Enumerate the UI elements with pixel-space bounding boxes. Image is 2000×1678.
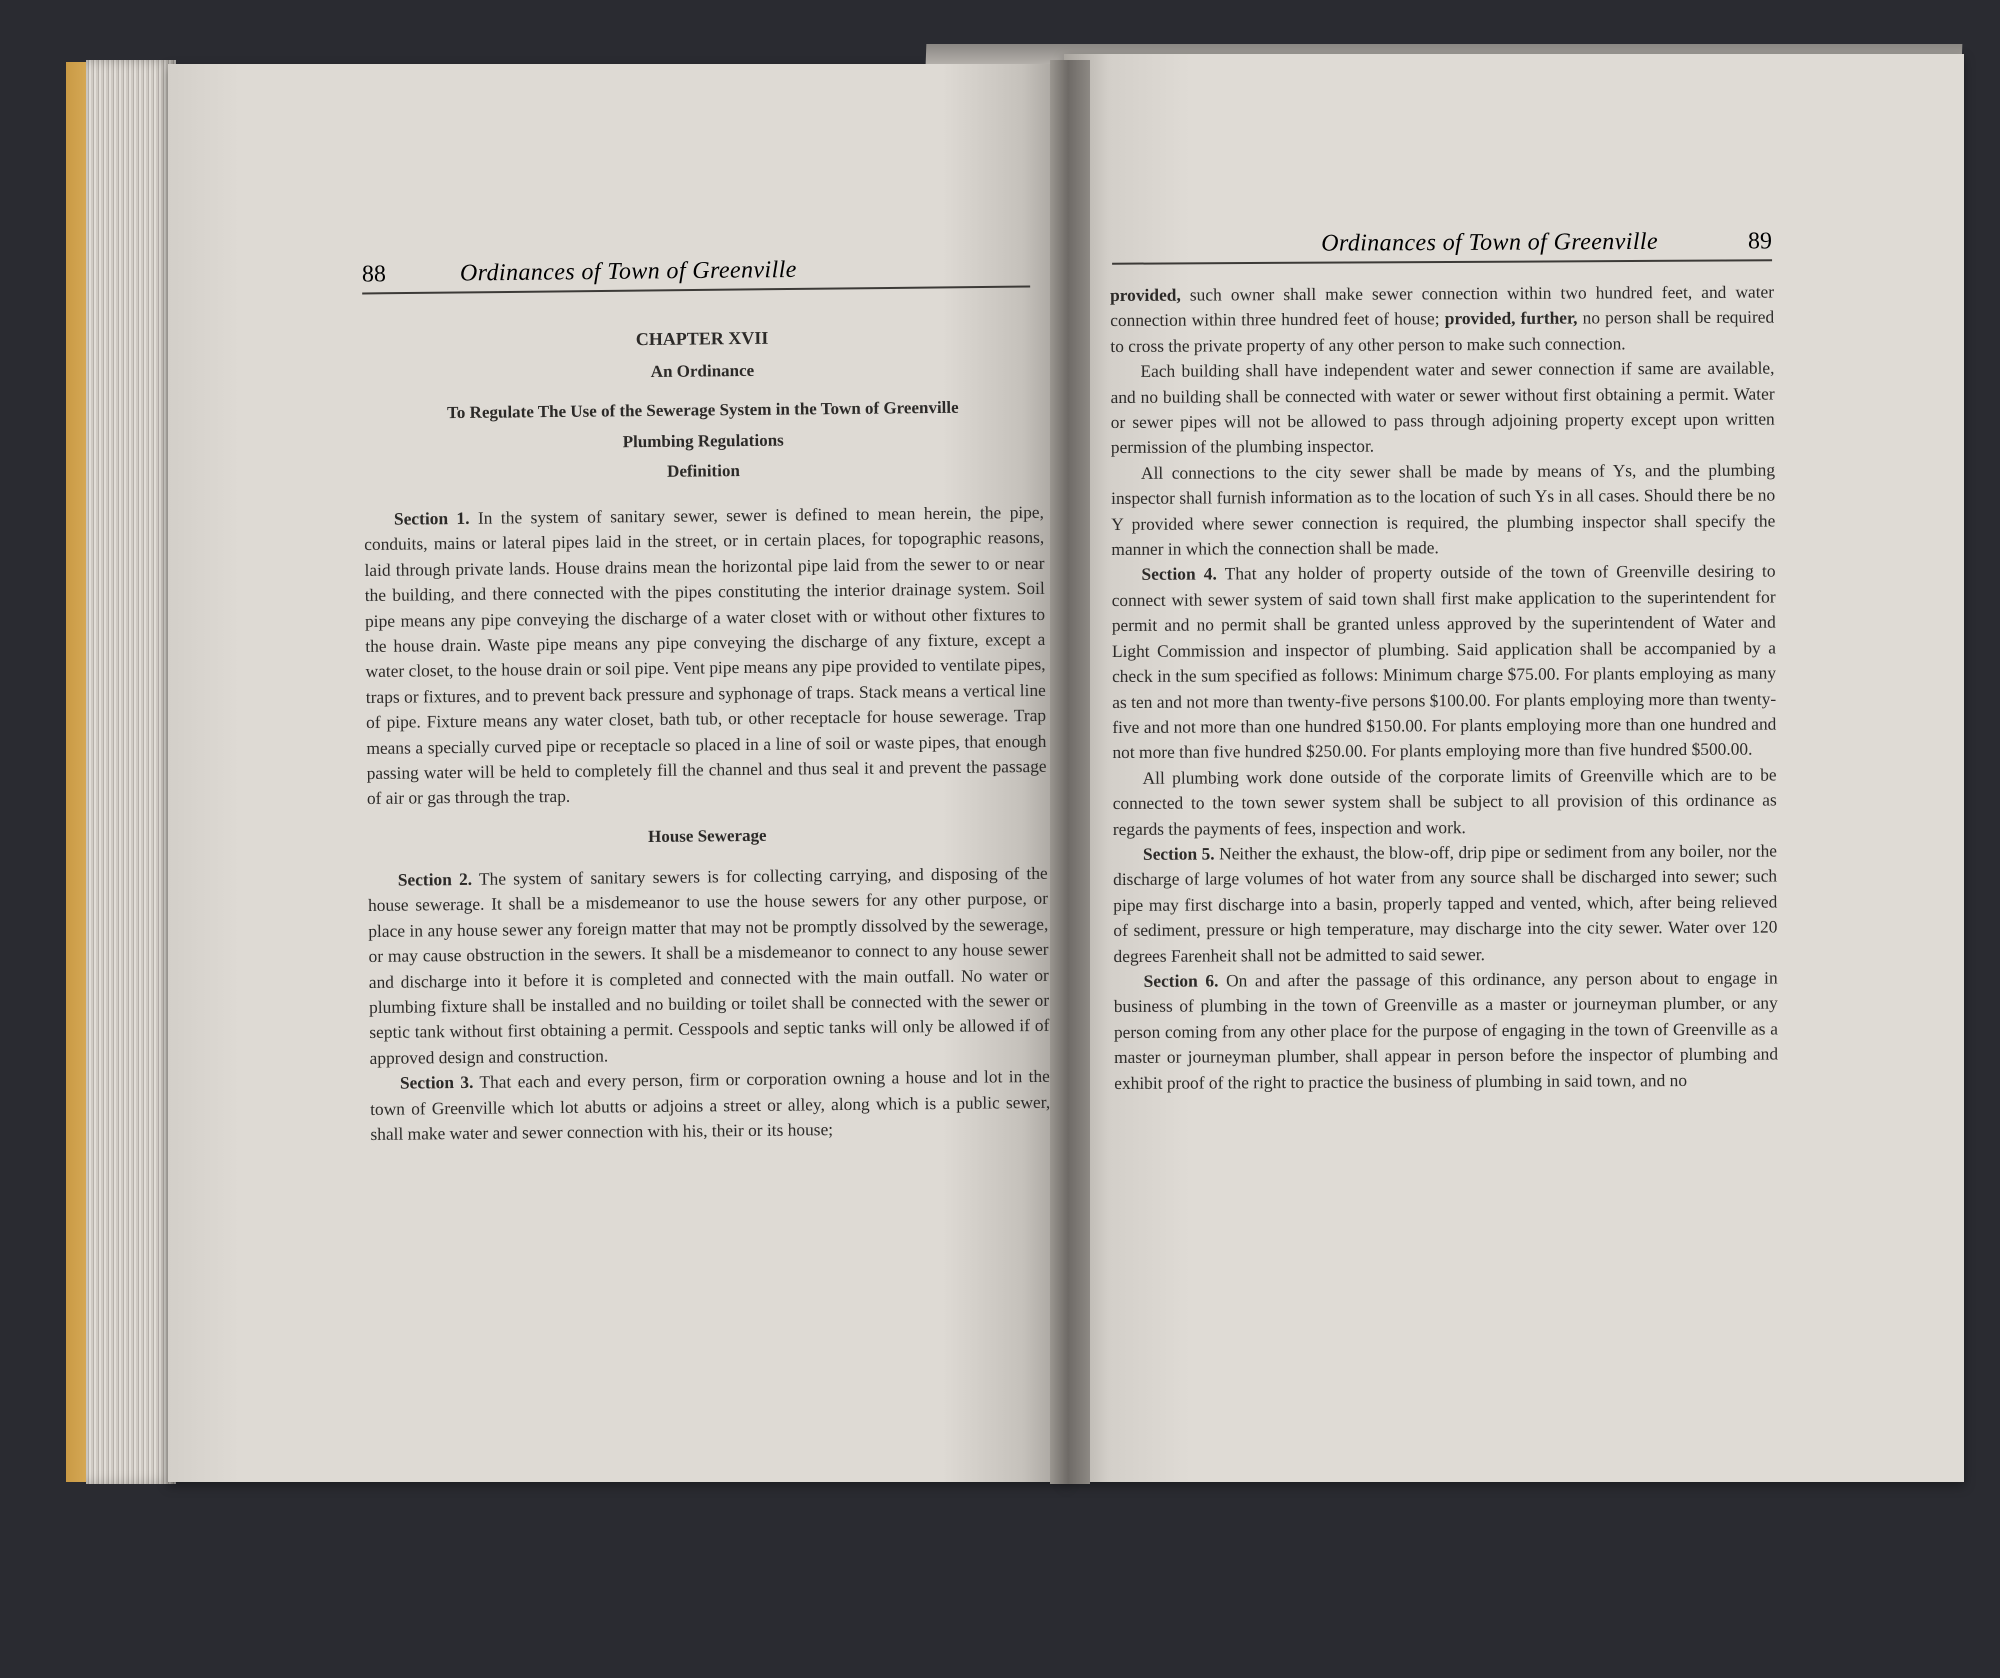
section-3-label: Section 3. <box>399 1072 474 1093</box>
outside-limits-paragraph: All plumbing work done outside of the corporate limits of Greenville which are to be connected to the town sewer system shall be subject to all provision of this ordinance as regards the payments of fees, inspection and work. <box>1112 764 1777 839</box>
section-1-label: Section 1. <box>393 507 470 529</box>
ordinance-heading: An Ordinance <box>650 360 755 381</box>
provided-further-keyword: provided, further, <box>1444 307 1578 329</box>
section-4-paragraph <box>1111 559 1776 766</box>
section-6-text: On and after the passage of this ordinance, any person about to engage in business of plumbing in the town of Greenville as a master or journeyman plumber, or any person coming from any other place for the purpose of engaging in the town of Greenville as a master or journeyman plumber, shall appear in person before the inspector of plumbing and exhibit proof of the right to practice the business of plumbing in said town, and no <box>1113 967 1779 1093</box>
right-page-body <box>1110 280 1778 1096</box>
house-sewerage-heading: House Sewerage <box>647 825 767 846</box>
section-5-text: Neither the exhaust, the blow-off, drip pipe or sediment from any boiler, nor the discharge of large volumes of hot water from any source shall be discharged into sewer; such pipe may first discharge into a basin, properly tapped and vented, which, after being relieved of sediment, pressure or high temperature, may discharge into the city sewer. Water over 120 degrees Farenheit shall not be admitted to said sewer. <box>1113 840 1778 966</box>
section-4-text: That any holder of property outside of the town of Greenville desiring to connect with sewer system of said town shall first make application to the superintendent for permit and no permit shall be granted unless approved by the superintendent of Water and Light Commission and inspector of plumbing. Said application shall be accompanied by a check in the sum specified as follows: Minimum charge $75.00. For plants employing as many as ten and not more than twenty-five persons $100.00. For plants employing more than twenty-five and not more than one hundred $150.00. For plants employing more than one hundred and not more than five hundred $250.00. For plants employing more than five hundred $500.00. <box>1111 560 1777 763</box>
right-page-header <box>1112 228 1772 264</box>
continuation-text-a: such owner shall make sewer connection within two hundred feet, and water connection within three hundred feet of house; <box>1110 281 1775 331</box>
provided-keyword: provided, <box>1110 284 1181 305</box>
continuation-text-b: no person shall be required to cross the private property of any other person to make such connection. <box>1110 306 1775 356</box>
section-5-label: Section 5. <box>1142 843 1215 864</box>
section-2-text: The system of sanitary sewers is for collecting carrying, and disposing of the house sewerage. It shall be a misdemeanor to use the house sewers for any other purpose, or place in any house sewer any foreign matter that may not be promptly dissolved by the sewerage, or may cause obstruction in the sewers. It shall be a misdemeanor to connect to any house sewer and discharge into it before it is completed and connected with the main outfall. No water or plumbing fixture shall be installed and no building or toilet shall be connected with the sewer or septic tank without first obtaining a permit. Cesspools and septic tanks will only be allowed if of approved design and construction. <box>367 862 1050 1068</box>
section-3-continuation <box>1110 280 1774 360</box>
definition-heading: Definition <box>667 461 740 481</box>
plumbing-heading: Plumbing Regulations <box>622 430 784 452</box>
ordinance-subtitle: To Regulate The Use of the Sewerage System in the Town of Greenville <box>446 397 959 423</box>
left-page-number: 88 <box>361 261 387 288</box>
page-edges <box>86 60 176 1484</box>
section-3-paragraph <box>370 1064 1051 1147</box>
section-1-paragraph <box>364 500 1047 812</box>
right-running-title: Ordinances of Town of Greenville <box>1321 228 1659 257</box>
building-connection-paragraph: Each building shall have independent water and sewer connection if same are available, and no building shall be connected with water or sewer without first obtaining a permit. Water or sewer pipes will not be allowed to pass through adjoining property except upon written permission of the plumbing inspector. <box>1110 357 1775 458</box>
section-4-label: Section 4. <box>1141 563 1217 585</box>
section-6-paragraph <box>1114 965 1779 1096</box>
section-5-paragraph <box>1113 838 1778 969</box>
section-3-text: That each and every person, firm or corporation owning a house and lot in the town of Greenville which lot abutts or adjoins a street or alley, along which is a public sewer, shall make water and sewer connection with his, their or its house; <box>370 1065 1051 1144</box>
left-running-title: Ordinances of Town of Greenville <box>459 256 797 287</box>
ys-connection-paragraph: All connections to the city sewer shall be made by means of Ys, and the plumbing inspector shall furnish information as to the location of such Ys in all cases. Should there be no Y provided where sewer connection is required, the plumbing inspector shall specify the manner in which the connection shall be made. <box>1111 459 1776 560</box>
book-gutter <box>1050 60 1090 1484</box>
section-1-text: In the system of sanitary sewer, sewer is defined to mean herein, the pipe, conduits, mains or lateral pipes laid in the street, or in certain places, for topographic reasons, laid through private lands. House drains mean the horizontal pipe laid from the sewer to or near the building, and there connected with the pipes constituting the interior drainage system. Soil pipe means any pipe conveying the discharge of a water closet with or without other fixtures to the house drain. Waste pipe means any pipe conveying the discharge of any fixture, except a water closet, to the house drain or soil pipe. Vent pipe means any pipe provided to ventilate pipes, traps or fixtures, and to prevent back pressure and syphonage of traps. Stack means a vertical line of pipe. Fixture means any water closet, bath tub, or other receptacle for house sewerage. Trap means a specially curved pipe or receptacle so placed in a line of soil or waste pipes, that enough passing water will be held to completely fill the channel and thus seal it and prevent the passage of air or gas through the trap. <box>364 501 1047 809</box>
left-page-header <box>362 255 1030 295</box>
left-page-body <box>362 323 1051 1147</box>
section-6-label: Section 6. <box>1143 970 1219 991</box>
chapter-heading: CHAPTER XVII <box>635 327 769 350</box>
right-page-number: 89 <box>1747 228 1773 255</box>
section-2-paragraph <box>368 861 1050 1071</box>
section-2-label: Section 2. <box>397 868 473 890</box>
